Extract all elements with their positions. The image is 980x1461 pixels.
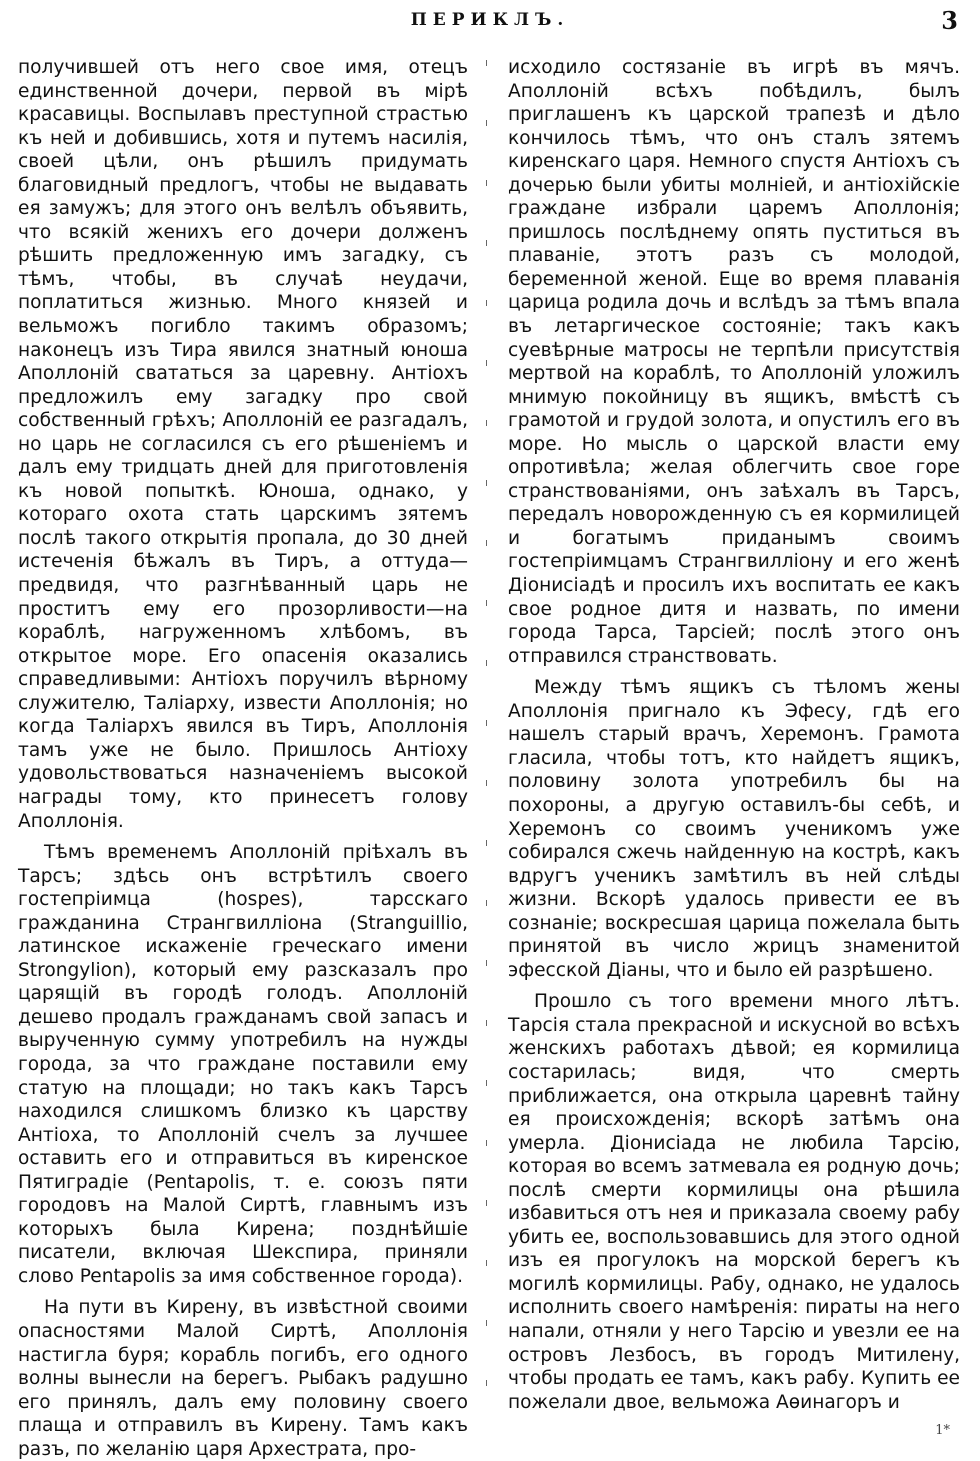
right-paragraph-3: Прошло съ того времени много лѣтъ. Тарсія стала прекрасной и искусной во всѣхъ женскихъ работахъ дѣвой; ея кормилица состарилась; видя, что смерть приближается, она открыла царевнѣ тайну ея происхожденія; вскорѣ затѣмъ она умерла. Діонисіада не любила Тарсію, которая во всемъ затмевала ея родную дочь; послѣ смерти кормилицы она рѣшила избавиться отъ нея и приказала своему рабу убить ее, воспользовавшись для этого одной изъ ея прогулокъ на морской берегъ къ могилѣ кормилицы. Рабу, однако, не удалось исполнить своего намѣренія: пираты на него напали, отняли у него Тарсію и увезли ее на островъ Лезбосъ, въ городъ Митилену, чтобы продать ее тамъ, какъ рабу. Купить ее пожелали двое, вельможа Аѳинагоръ и [508, 991, 960, 1413]
running-head [0, 6, 980, 36]
right-paragraph-2: Между тѣмъ ящикъ съ тѣломъ жены Аполлонія пригнало къ Эфесу, гдѣ его нашелъ старый врачъ, Херемонъ. Грамота гласила, чтобы тотъ, кто найдетъ ящикъ, половину золота употребилъ бы на похороны, а другую оставилъ-бы себѣ, и Херемонъ со своимъ ученикомъ уже собирался сжечь найденную на кострѣ, какъ вдругъ ученикъ замѣтилъ въ ней слѣды жизни. Вскорѣ удалось привести ее въ сознаніе; воскресшая царица пожелала быть принятой въ число жрицъ знаменитой эфесской Діаны, что и было ей разрѣшено. [508, 677, 960, 981]
page-number: 3 [941, 6, 958, 35]
left-paragraph-1: получившей отъ него свое имя, отецъ единственной дочери, первой въ мірѣ красавицы. Воспылавъ преступной страстью къ ней и добившись, хотя и путемъ насилія, своей цѣли, онъ рѣшилъ придумать благовидный предлогъ, чтобы не выдавать ея замужъ; для этого онъ велѣлъ объявить, что всякій женихъ его дочери долженъ рѣшить предложенную имъ загадку, съ тѣмъ, чтобы, въ случаѣ неудачи, поплатиться жизнью. Много князей и вельможъ погибло такимъ образомъ; наконецъ изъ Тира явился знатный юноша Аполлоній свататься за царевну. Антіохъ предложилъ ему загадку про свой собственный грѣхъ; Аполлоній ее разгадалъ, но царь не согласился съ его рѣшеніемъ и далъ ему тридцать дней для приготовленія къ новой попыткѣ. Юноша, однако, у котораго охота стать царскимъ зятемъ послѣ такого открытія пропала, до 30 дней истеченія бѣжалъ въ Тиръ, а оттуда—предвидя, что разгнѣванный царь не проститъ ему его прозорливости—на кораблѣ, нагруженномъ хлѣбомъ, въ открытое море. Его опасенія оказались справедливыми: Антіохъ поручилъ вѣрному служителю, Таліарху, извести Аполлонія; но когда Таліархъ явился въ Тиръ, Аполлонія тамъ уже не было. Пришлось Антіоху удовольствоваться назначеніемъ высокой награды тому, кто принесетъ голову Аполлонія. [18, 57, 468, 832]
left-paragraph-3: На пути въ Кирену, въ извѣстной своими опасностями Малой Сиртѣ, Аполлонія настигла буря; корабль погибъ, его одного волны вынесли на берегъ. Рыбакъ радушно его принялъ, далъ ему половину своего плаща и отправилъ въ Кирену. Тамъ какъ разъ, по желанію царя Архестрата, про- [18, 1297, 468, 1460]
left-column [18, 56, 468, 1461]
right-column [508, 56, 960, 1414]
running-title: ПЕРИКЛЪ. [410, 10, 570, 30]
left-paragraph-2: Тѣмъ временемъ Аполлоній пріѣхалъ въ Тарсъ; здѣсь онъ встрѣтилъ своего гостепріимца (hospes), тарсскаго гражданина Странгвилліона (Stranguillio, латинское искаженіе греческаго имени Strongylion), который ему разсказалъ про царящій въ городѣ голодъ. Аполлоній дешево продалъ гражданамъ свой запасъ и вырученную сумму употребилъ на нужды города, за что граждане поставили ему статую на площади; но такъ какъ Тарсъ находился слишкомъ близко къ царству Антіоха, то Аполлоній счелъ за лучшее оставить его и отправиться въ киренское Пятиградіе (Pentapolis, т. е. союзъ пяти городовъ на Малой Сиртѣ, главнымъ изъ которыхъ была Кирена; позднѣйшіе писатели, включая Шекспира, приняли слово Pentapolis за имя собственное города). [18, 842, 468, 1287]
right-paragraph-1: исходило состязаніе въ игрѣ въ мячъ. Аполлоній всѣхъ побѣдилъ, былъ приглашенъ къ царской трапезѣ и дѣло кончилось тѣмъ, что онъ сталъ зятемъ киренскаго царя. Немного спустя Антіохъ съ дочерью были убиты молніей, и антіохійскіе граждане избрали царемъ Аполлонія; пришлось послѣднему опять пуститься въ плаваніе, этотъ разъ съ молодой, беременной женой. Еще во время плаванія царица родила дочь и вслѣдъ за тѣмъ впала въ летаргическое состояніе; такъ какъ суевѣрные матросы не терпѣли присутствія мертвой на кораблѣ, то Аполлоній уложилъ мнимую покойницу въ ящикъ, вмѣстѣ съ грамотой и грудой золота, и опустилъ его въ море. Но мысль о царской власти ему опротивѣла; желая облегчить свое горе странствованіями, онъ заѣхалъ въ Тарсъ, передалъ новорожденную съ ея кормилицей и богатымъ приданымъ своимъ гостепріимцамъ Странгвилліону и его женѣ Діонисіадѣ и просилъ ихъ воспитать ее какъ свое родное дитя и назвать, по имени города Тарса, Тарсіей; послѣ этого онъ отправился странствовать. [508, 57, 960, 667]
signature-mark: 1* [935, 1423, 950, 1438]
column-divider [486, 60, 487, 1400]
